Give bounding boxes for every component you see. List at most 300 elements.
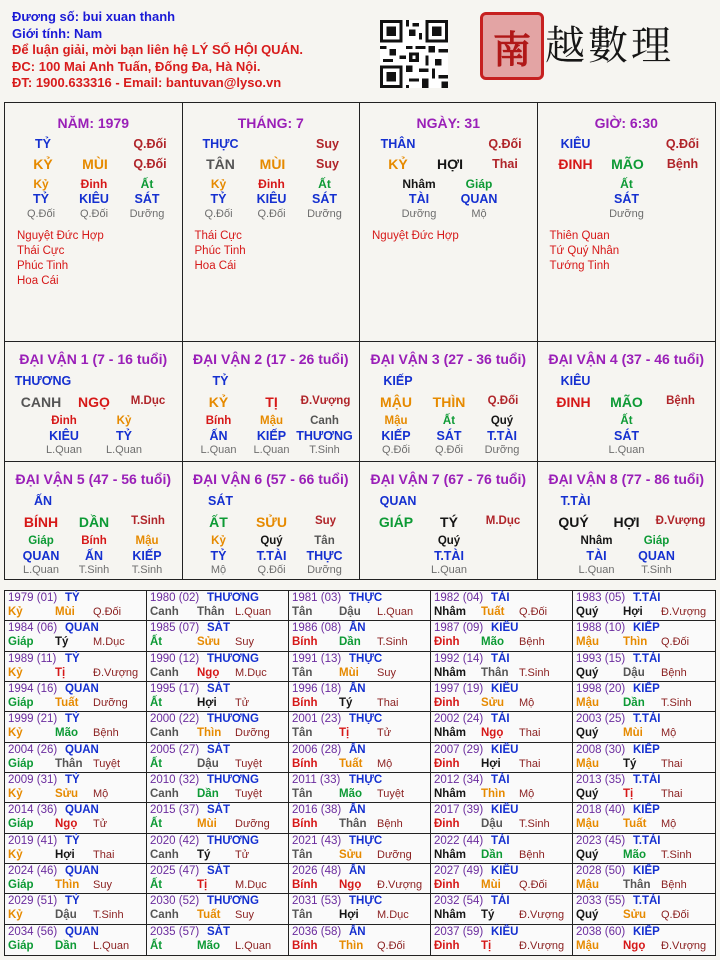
year-cell <box>147 864 289 894</box>
year-label: 2020 (42) <box>150 834 200 847</box>
four-pillars <box>4 102 716 342</box>
year-can: Nhâm <box>434 848 466 861</box>
pillar-state: Thai <box>492 157 518 171</box>
year-state: Suy <box>377 666 396 679</box>
year-thap-than: THƯƠNG <box>207 713 259 726</box>
year-can: Canh <box>150 909 179 922</box>
year-thap-than: TÀI <box>491 834 510 847</box>
year-label: 2034 (56) <box>8 925 58 938</box>
year-cell <box>431 803 573 833</box>
year-can: Canh <box>150 666 179 679</box>
dai-van-state: Đ.Vượng <box>655 515 706 527</box>
year-thap-than: TÀI <box>491 592 510 604</box>
year-thap-than: THƯƠNG <box>207 652 259 665</box>
year-chi: Tuất <box>481 606 505 618</box>
year-can: Ất <box>150 636 163 649</box>
year-can: Kỷ <box>8 727 23 740</box>
year-chi: Thìn <box>339 939 364 952</box>
year-cell <box>147 712 289 742</box>
year-thap-than: TỶ <box>65 652 80 665</box>
year-cell <box>5 743 147 773</box>
year-can: Canh <box>150 727 179 740</box>
year-state: Suy <box>235 636 254 649</box>
year-thap-than: TỶ <box>65 774 80 786</box>
yearly-table <box>4 590 716 956</box>
year-state: Đ.Vượng <box>661 606 707 618</box>
year-cell <box>5 712 147 742</box>
year-state: L.Quan <box>235 606 272 618</box>
year-cell <box>147 682 289 712</box>
year-can: Mậu <box>576 939 599 952</box>
hidden-state: L.Quan <box>608 444 645 456</box>
hidden-stem: Bính <box>81 535 107 547</box>
year-chi: Dậu <box>197 757 219 770</box>
year-chi: Tuất <box>55 697 79 709</box>
hidden-stem: Mậu <box>135 535 159 547</box>
year-label: 2003 (25) <box>576 713 626 726</box>
year-state: L.Quan <box>377 606 414 618</box>
year-can: Ất <box>150 757 163 770</box>
year-thap-than: T.TÀI <box>633 895 661 908</box>
year-thap-than: KIẾP <box>633 925 660 938</box>
year-cell <box>573 773 715 803</box>
hidden-stem: Giáp <box>28 535 54 547</box>
year-can: Quý <box>576 909 599 922</box>
year-label: 2010 (32) <box>150 774 200 786</box>
pillar-state: Bệnh <box>666 157 699 171</box>
star-item: Nguyệt Đức Hợp <box>17 230 104 242</box>
hidden-god: KIÊU <box>79 192 109 206</box>
year-can: Ất <box>150 879 163 891</box>
year-chi: Mão <box>197 939 220 952</box>
year-can: Giáp <box>8 818 34 831</box>
year-cell <box>5 894 147 924</box>
year-state: Bệnh <box>377 818 403 831</box>
star-item: Thiên Quan <box>549 230 610 242</box>
year-chi: Sửu <box>339 848 363 861</box>
year-thap-than: KIÊU <box>491 683 519 695</box>
pillar-stars <box>550 229 620 274</box>
hidden-god: TỶ <box>210 549 227 563</box>
year-chi: Ngọ <box>623 939 646 952</box>
hidden-god: QUAN <box>460 192 498 206</box>
year-can: Đinh <box>434 757 460 770</box>
year-thap-than: KIÊU <box>491 865 519 877</box>
star-item: Hoa Cái <box>17 275 59 287</box>
dai-van-chi: DẦN <box>78 514 110 530</box>
year-thap-than: T.TÀI <box>633 834 661 847</box>
year-thap-than: TÀI <box>491 652 510 665</box>
year-chi: Ngọ <box>339 879 362 891</box>
year-chi: Thìn <box>197 727 222 740</box>
year-state: Tử <box>235 697 250 709</box>
year-can: Nhâm <box>434 666 466 679</box>
year-thap-than: QUAN <box>65 925 99 938</box>
pillar-thap-than: THỰC <box>202 137 239 151</box>
year-label: 2035 (57) <box>150 925 200 938</box>
year-cell <box>147 803 289 833</box>
year-can: Kỷ <box>8 606 23 618</box>
pillar-stars <box>195 229 246 274</box>
hidden-stem: Ất <box>140 177 154 191</box>
dai-van-row-2 <box>4 462 716 580</box>
year-label: 2019 (41) <box>8 834 58 847</box>
year-can: Mậu <box>576 879 599 891</box>
year-thap-than: SÁT <box>207 743 230 756</box>
year-cell <box>289 864 431 894</box>
hidden-god: QUAN <box>638 549 675 563</box>
year-can: Kỷ <box>8 848 23 861</box>
hidden-state: L.Quan <box>253 444 290 456</box>
year-state: M.Dục <box>235 666 267 679</box>
year-chi: Tị <box>481 939 492 952</box>
year-cell <box>431 621 573 651</box>
hidden-god: T.TÀI <box>256 549 287 563</box>
year-thap-than: QUAN <box>65 804 99 817</box>
year-can: Tân <box>292 848 313 861</box>
hidden-stem: Quý <box>490 415 514 427</box>
year-label: 2032 (54) <box>434 895 484 908</box>
year-can: Nhâm <box>434 788 466 800</box>
year-cell <box>573 712 715 742</box>
year-label: 2016 (38) <box>292 804 342 817</box>
year-chi: Thìn <box>481 788 506 800</box>
year-thap-than: QUAN <box>65 683 99 695</box>
year-state: Bệnh <box>661 879 687 891</box>
year-can: Canh <box>150 848 179 861</box>
year-state: T.Sinh <box>377 636 408 649</box>
hidden-stem: Ất <box>318 177 331 191</box>
hidden-god: KIÊU <box>49 429 79 443</box>
dai-van-state: Bệnh <box>666 395 695 407</box>
year-state: Thai <box>519 727 541 740</box>
year-cell <box>289 925 431 955</box>
dai-van-row-1 <box>4 342 716 462</box>
year-can: Đinh <box>434 818 460 831</box>
year-thap-than: KIẾP <box>633 683 660 695</box>
pillar-can: KỶ <box>33 156 53 172</box>
year-label: 2038 (60) <box>576 925 626 938</box>
dai-van-chi: TÝ <box>440 514 458 530</box>
phone-email: ĐT: 1900.633316 - Email: bantuvan@lyso.vn <box>12 75 282 90</box>
year-label: 2002 (24) <box>434 713 484 726</box>
year-thap-than: KIẾP <box>633 622 660 635</box>
year-thap-than: SÁT <box>207 622 230 635</box>
year-label: 2012 (34) <box>434 774 484 786</box>
hidden-stem: Quý <box>437 535 461 547</box>
year-state: Mộ <box>661 818 677 831</box>
year-cell <box>431 894 573 924</box>
year-state: T.Sinh <box>519 666 550 679</box>
year-state: Tử <box>93 818 108 831</box>
year-state: Bệnh <box>519 848 545 861</box>
pillar-chi: MÙI <box>259 156 286 172</box>
pillar-title: THÁNG: 7 <box>237 115 304 131</box>
year-label: 1984 (06) <box>8 622 58 635</box>
hidden-state: L.Quan <box>22 564 60 576</box>
year-chi: Hợi <box>197 697 217 709</box>
year-state: Q.Đối <box>519 606 548 618</box>
year-label: 2030 (52) <box>150 895 200 908</box>
year-can: Tân <box>292 727 313 740</box>
year-state: Tử <box>235 848 250 861</box>
year-cell <box>5 682 147 712</box>
year-cell <box>289 743 431 773</box>
year-chi: Tuất <box>197 909 221 922</box>
dai-van-state: T.Sinh <box>131 515 165 527</box>
year-cell <box>289 652 431 682</box>
dai-van-title: ĐẠI VẬN 5 (47 - 56 tuổi) <box>15 471 172 487</box>
hidden-god: THƯƠNG <box>296 429 353 443</box>
pillar-thap-than: THÂN <box>380 137 416 151</box>
hidden-state: Q.Đối <box>257 208 286 220</box>
year-can: Đinh <box>434 939 460 952</box>
year-cell <box>431 773 573 803</box>
hidden-stem: Ất <box>620 177 633 191</box>
year-can: Nhâm <box>434 727 466 740</box>
year-cell <box>431 682 573 712</box>
year-state: L.Quan <box>235 939 272 952</box>
hidden-stem: Bính <box>205 415 232 427</box>
year-label: 2022 (44) <box>434 834 484 847</box>
hidden-stem: Ất <box>620 415 633 427</box>
year-cell <box>5 834 147 864</box>
year-can: Mậu <box>576 757 599 770</box>
hidden-stem: Giáp <box>643 535 670 547</box>
dai-van-can: KỶ <box>208 394 229 410</box>
year-state: Thai <box>661 757 683 770</box>
year-label: 2006 (28) <box>292 743 342 756</box>
year-label: 1991 (13) <box>292 652 342 665</box>
hidden-stem: Nhâm <box>580 535 613 547</box>
hidden-stem: Canh <box>310 415 339 427</box>
year-state: T.Sinh <box>661 697 692 709</box>
year-thap-than: KIÊU <box>491 804 519 817</box>
year-thap-than: TÀI <box>491 713 510 726</box>
year-thap-than: QUAN <box>65 743 99 756</box>
hidden-stem: Kỷ <box>211 535 226 547</box>
year-thap-than: ẤN <box>349 804 366 817</box>
year-state: Thai <box>519 757 541 770</box>
dai-van-can: QUÝ <box>558 514 589 530</box>
year-can: Đinh <box>434 879 460 891</box>
year-label: 2027 (49) <box>434 865 484 877</box>
year-chi: Mùi <box>623 727 643 740</box>
pillar-state: Suy <box>316 157 339 171</box>
year-chi: Tý <box>197 848 211 861</box>
year-can: Mậu <box>576 697 599 709</box>
star-item: Thái Cực <box>17 245 65 257</box>
year-can: Mậu <box>576 818 599 831</box>
pillar-thap-than-state: Q.Đối <box>133 137 167 151</box>
year-thap-than: T.TÀI <box>633 652 661 665</box>
star-item: Tướng Tinh <box>549 260 610 272</box>
dai-van-title: ĐẠI VẬN 8 (77 - 86 tuổi) <box>548 471 705 487</box>
hidden-god: TỶ <box>116 429 132 443</box>
dai-van-cell <box>183 462 361 579</box>
year-label: 2037 (59) <box>434 925 484 938</box>
pillar-thap-than: TỶ <box>35 137 51 151</box>
year-label: 1983 (05) <box>576 592 626 604</box>
year-label: 2025 (47) <box>150 865 200 877</box>
pillar-thap-than-state: Q.Đối <box>488 137 522 151</box>
year-thap-than: ẤN <box>349 683 366 695</box>
pillar-cell <box>183 103 361 341</box>
year-can: Canh <box>150 606 179 618</box>
year-state: Dưỡng <box>235 818 270 831</box>
year-can: Ất <box>150 818 163 831</box>
year-thap-than: THỰC <box>349 774 383 786</box>
year-chi: Hợi <box>481 757 501 770</box>
year-can: Giáp <box>8 939 34 952</box>
year-cell <box>573 591 715 621</box>
dai-van-cell <box>5 462 183 579</box>
dai-van-chi: SỬU <box>255 514 288 530</box>
pillar-title: GIỜ: 6:30 <box>594 115 658 131</box>
year-thap-than: SÁT <box>207 804 230 817</box>
year-cell <box>147 894 289 924</box>
year-chi: Hợi <box>623 606 643 618</box>
year-state: Bệnh <box>93 727 119 740</box>
star-item: Thái Cực <box>194 230 242 242</box>
hidden-stem: Đinh <box>51 415 77 427</box>
year-state: T.Sinh <box>661 848 692 861</box>
hidden-god: KIẾP <box>381 429 411 443</box>
year-chi: Sửu <box>623 909 647 922</box>
year-chi: Tý <box>55 636 69 649</box>
year-thap-than: THỰC <box>349 834 383 847</box>
year-cell <box>289 682 431 712</box>
year-state: Tuyệt <box>235 757 263 770</box>
hidden-state: T.Sinh <box>78 564 110 576</box>
dai-van-title: ĐẠI VẬN 4 (37 - 46 tuổi) <box>548 351 705 367</box>
year-state: Tử <box>377 727 392 740</box>
pillar-cell <box>5 103 183 341</box>
year-cell <box>431 591 573 621</box>
year-label: 2008 (30) <box>576 743 626 756</box>
year-chi: Thìn <box>623 636 648 649</box>
year-chi: Mão <box>623 848 646 861</box>
year-cell <box>573 743 715 773</box>
dai-van-chi: NGỌ <box>78 394 110 410</box>
year-cell <box>431 864 573 894</box>
pillar-stars <box>372 229 459 244</box>
year-state: Mộ <box>519 788 535 800</box>
year-can: Đinh <box>434 697 460 709</box>
year-cell <box>5 803 147 833</box>
dai-van-thap-than: THƯƠNG <box>14 374 72 388</box>
hidden-god: QUAN <box>22 549 60 563</box>
dai-van-state: M.Dục <box>130 395 166 407</box>
year-cell <box>573 894 715 924</box>
pillar-chi: MÙI <box>82 156 108 172</box>
year-label: 1989 (11) <box>8 652 57 665</box>
hidden-state: T.Sinh <box>309 444 340 456</box>
year-chi: Tị <box>623 788 634 800</box>
hidden-stem: Ất <box>442 415 456 427</box>
year-thap-than: KIẾP <box>633 804 660 817</box>
year-can: Đinh <box>434 636 460 649</box>
hidden-stem: Mậu <box>384 415 408 427</box>
year-thap-than: TÀI <box>491 774 510 786</box>
year-state: T.Sinh <box>93 909 124 922</box>
year-label: 1997 (19) <box>434 683 484 695</box>
year-state: Tuyệt <box>235 788 263 800</box>
year-state: Dưỡng <box>93 697 128 709</box>
hidden-stem: Kỷ <box>33 177 49 191</box>
year-label: 2036 (58) <box>292 925 342 938</box>
year-can: Bính <box>292 757 318 770</box>
year-thap-than: T.TÀI <box>633 713 661 726</box>
contact-note: Để luận giải, mời bạn liên hệ LÝ SỐ HỘI QUÁN. <box>12 42 303 57</box>
year-state: Suy <box>235 909 254 922</box>
pillar-cell <box>360 103 538 341</box>
dai-van-cell <box>360 462 538 579</box>
year-cell <box>289 803 431 833</box>
hidden-god: SÁT <box>134 192 160 206</box>
year-cell <box>431 712 573 742</box>
seal-glyph: 南 <box>492 26 531 72</box>
year-chi: Tý <box>339 697 353 709</box>
year-state: Thai <box>661 788 683 800</box>
year-can: Nhâm <box>434 909 466 922</box>
year-cell <box>289 621 431 651</box>
dai-van-thap-than: QUAN <box>379 494 417 508</box>
hidden-god: KIẾP <box>256 429 287 443</box>
year-can: Tân <box>292 666 313 679</box>
hidden-god: TÀI <box>408 192 430 206</box>
year-can: Mậu <box>576 636 599 649</box>
year-label: 2015 (37) <box>150 804 200 817</box>
year-chi: Dần <box>55 939 77 952</box>
year-chi: Mùi <box>339 666 359 679</box>
year-can: Bính <box>292 636 318 649</box>
year-cell <box>573 864 715 894</box>
hidden-state: L.Quan <box>105 444 143 456</box>
year-thap-than: ẤN <box>349 622 366 635</box>
owner-name: Đương số: bui xuan thanh <box>12 9 176 24</box>
year-cell <box>5 773 147 803</box>
year-label: 2033 (55) <box>576 895 626 908</box>
hidden-stem: Quý <box>260 535 283 547</box>
hidden-stem: Giáp <box>465 177 493 191</box>
year-can: Tân <box>292 606 313 618</box>
dai-van-state: Suy <box>314 515 337 527</box>
star-item: Hoa Cái <box>194 260 237 272</box>
year-can: Giáp <box>8 636 34 649</box>
year-cell <box>5 864 147 894</box>
year-label: 1988 (10) <box>576 622 626 635</box>
hidden-state: Dưỡng <box>129 208 165 220</box>
hidden-state: Dưỡng <box>401 208 437 220</box>
year-label: 2004 (26) <box>8 743 58 756</box>
dai-van-cell <box>538 342 716 461</box>
hidden-god: KIÊU <box>256 192 287 206</box>
star-item: Nguyệt Đức Hợp <box>372 230 459 242</box>
year-state: Mộ <box>377 757 393 770</box>
year-thap-than: SÁT <box>207 865 230 877</box>
year-label: 2013 (35) <box>576 774 626 786</box>
year-cell <box>573 621 715 651</box>
year-state: Dưỡng <box>377 848 412 861</box>
year-state: Q.Đối <box>93 606 122 618</box>
year-chi: Tuất <box>339 757 363 770</box>
dai-van-state: Đ.Vượng <box>300 395 351 407</box>
year-label: 2007 (29) <box>434 743 484 756</box>
year-label: 1994 (16) <box>8 683 58 695</box>
year-thap-than: KIẾP <box>633 743 660 756</box>
hidden-state: Dưỡng <box>609 208 644 220</box>
